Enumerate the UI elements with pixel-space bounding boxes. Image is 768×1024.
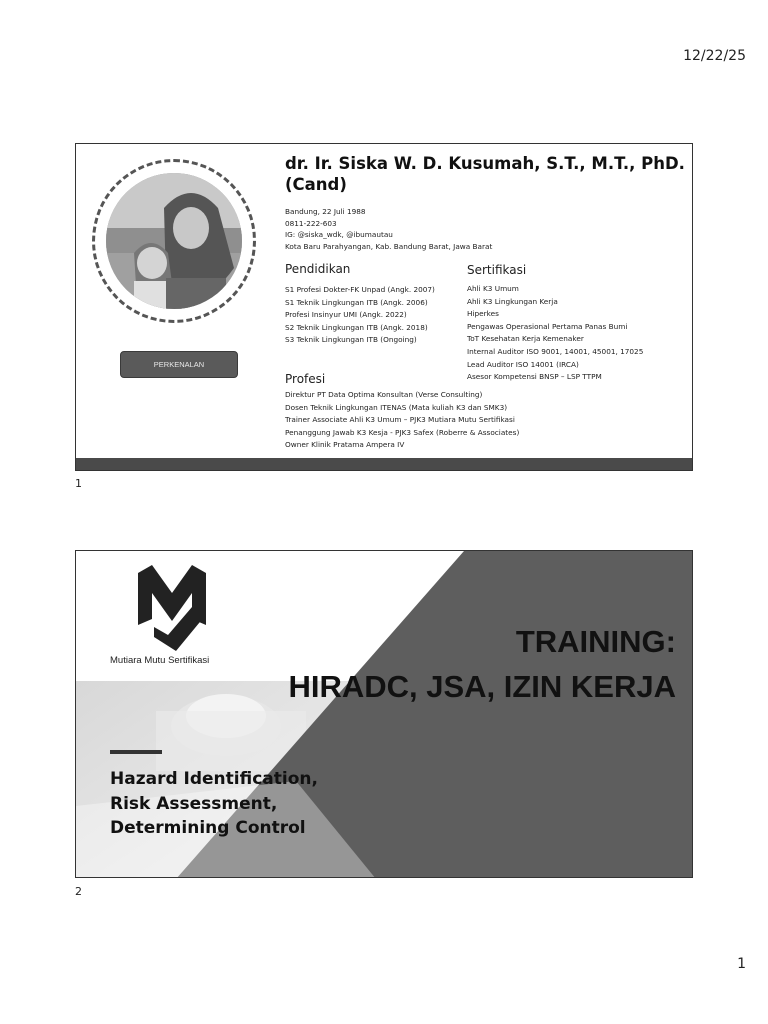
- sertifikasi-list: [467, 283, 643, 384]
- title-line-2: HIRADC, JSA, IZIN KERJA: [288, 669, 676, 704]
- list-item: Pengawas Operasional Pertama Panas Bumi: [467, 321, 628, 331]
- list-item: Penanggung Jawab K3 Kesja - PJK3 Safex (Roberre & Associates): [285, 427, 520, 437]
- list-item: Asesor Kompetensi BNSP – LSP TTPM: [467, 372, 602, 382]
- list-item: Profesi Insinyur UMI (Angk. 2022): [285, 310, 407, 320]
- profile-photo-frame: [92, 159, 256, 323]
- list-item: S1 Profesi Dokter-FK Unpad (Angk. 2007): [285, 285, 435, 294]
- instagram-handles: IG: @siska_wdk, @ibumautau: [285, 230, 393, 239]
- logo-text: Mutiara Mutu Sertifikasi: [110, 655, 210, 666]
- list-item: Internal Auditor ISO 9001, 14001, 45001, 17025: [467, 346, 644, 356]
- training-title: [288, 619, 676, 709]
- slide-number-1: 1: [75, 477, 82, 490]
- perkenalan-button[interactable]: PERKENALAN: [120, 351, 238, 378]
- list-item: Hiperkes: [467, 309, 499, 319]
- slide-1-introduction: [75, 143, 693, 471]
- mutiara-mutu-logo: [134, 565, 210, 653]
- pendidikan-list: [285, 284, 435, 347]
- sertifikasi-heading: Sertifikasi: [467, 263, 527, 277]
- list-item: S3 Teknik Lingkungan ITB (Ongoing): [285, 335, 417, 345]
- subtitle-line-2: Risk Assessment,: [110, 793, 278, 814]
- profesi-list: [285, 389, 519, 452]
- birth-info: Bandung, 22 Juli 1988: [285, 207, 366, 216]
- list-item: Lead Auditor ISO 14001 (IRCA): [467, 359, 579, 369]
- list-item: Ahli K3 Lingkungan Kerja: [467, 296, 558, 306]
- contact-info: [285, 206, 492, 252]
- list-item: ToT Kesehatan Kerja Kemenaker: [467, 334, 584, 344]
- training-subtitle: [110, 767, 318, 841]
- phone-number: 0811-222-603: [285, 218, 337, 228]
- slide-footer-bar: [76, 458, 692, 470]
- list-item: Owner Klinik Pratama Ampera IV: [285, 440, 405, 450]
- list-item: Direktur PT Data Optima Konsultan (Verse Consulting): [285, 390, 483, 399]
- accent-divider: [110, 750, 162, 754]
- title-line-1: TRAINING:: [515, 624, 676, 659]
- slide-number-2: 2: [75, 885, 82, 898]
- speaker-name: dr. Ir. Siska W. D. Kusumah, S.T., M.T., PhD. (Cand): [285, 154, 685, 194]
- pendidikan-heading: Pendidikan: [285, 262, 351, 276]
- list-item: S1 Teknik Lingkungan ITB (Angk. 2006): [285, 297, 428, 307]
- profile-photo: [106, 173, 242, 309]
- list-item: Ahli K3 Umum: [467, 284, 519, 293]
- list-item: Dosen Teknik Lingkungan ITENAS (Mata kuliah K3 dan SMK3): [285, 402, 508, 412]
- page-number: 1: [737, 956, 746, 972]
- address: Kota Baru Parahyangan, Kab. Bandung Barat, Jawa Barat: [285, 241, 493, 251]
- page-date: 12/22/25: [683, 48, 746, 64]
- profesi-heading: Profesi: [285, 372, 326, 386]
- subtitle-line-1: Hazard Identification,: [110, 769, 318, 789]
- list-item: S2 Teknik Lingkungan ITB (Angk. 2018): [285, 322, 428, 332]
- list-item: Trainer Associate Ahli K3 Umum – PJK3 Mutiara Mutu Sertifikasi: [285, 415, 515, 425]
- subtitle-line-3: Determining Control: [110, 818, 306, 838]
- slide-2-title: [75, 550, 693, 878]
